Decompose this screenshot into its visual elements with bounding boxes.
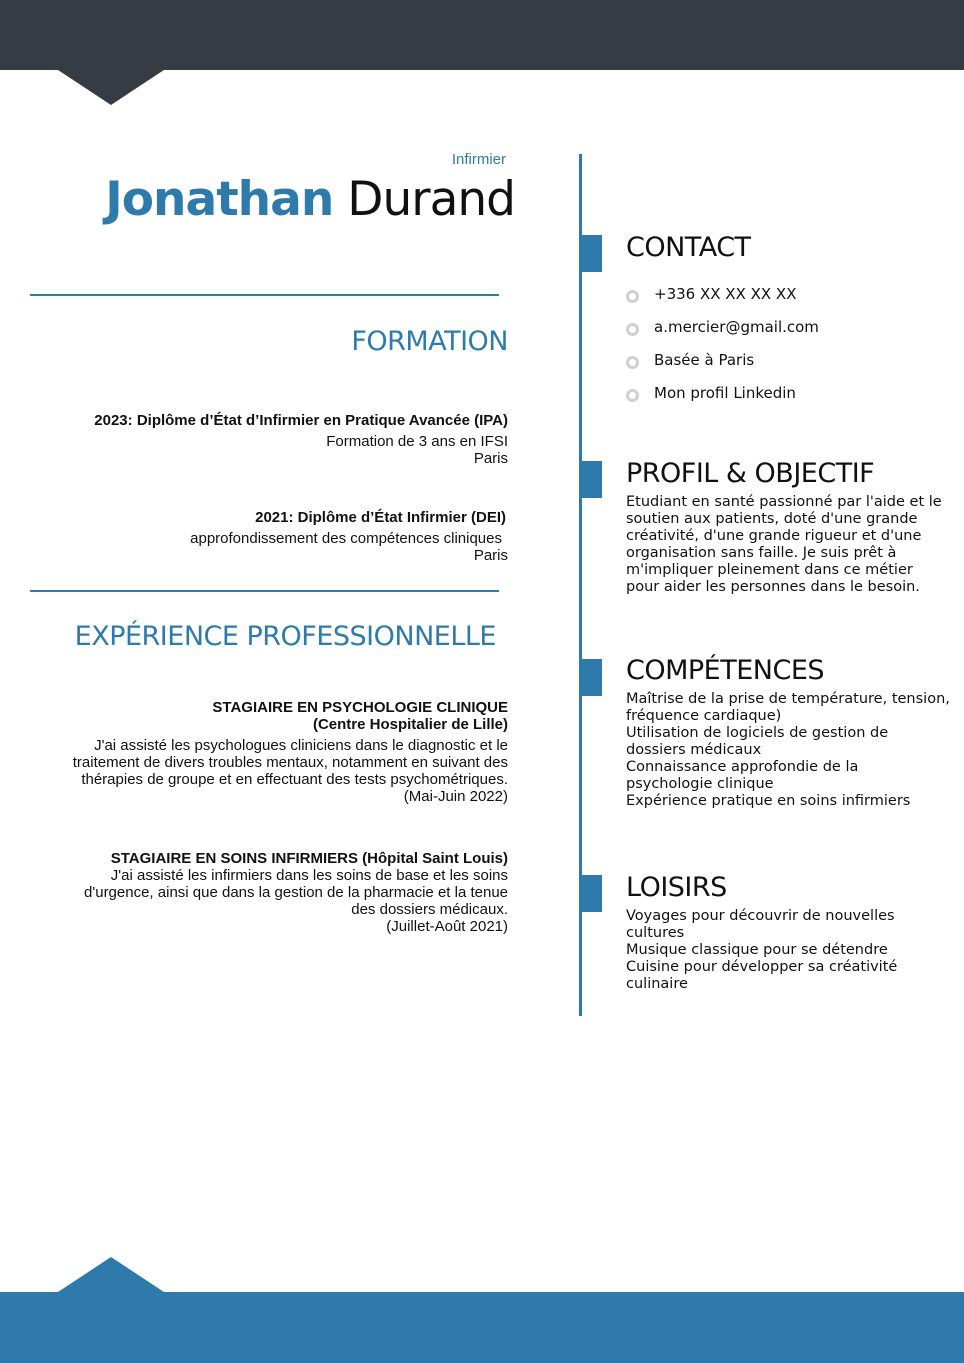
bullet-icon [626,389,639,402]
formation-item-title: 2023: Diplôme d’État d’Infirmier en Pratique Avancée (IPA) [94,412,508,429]
skills-text [626,691,950,810]
skills-line: Utilisation de logiciels de gestion de [626,725,889,741]
formation-heading: FORMATION [351,326,508,357]
bottom-banner [0,1292,964,1363]
skills-line: psychologie clinique [626,776,774,792]
experience-item-line: d'urgence, ainsi que dans la gestion de la pharmacie et la tenue [84,884,508,901]
hobbies-text [626,908,946,993]
hobbies-line: culinaire [626,976,688,992]
experience-item-title: STAGIAIRE EN SOINS INFIRMIERS (Hôpital Saint Louis) [110,850,508,867]
profile-text [626,494,946,596]
experience-item-dates: (Mai-Juin 2022) [403,788,508,805]
experience-item [8,699,508,805]
skills-line: Expérience pratique en soins infirmiers [626,793,911,809]
experience-item-line: traitement de divers troubles mentaux, notamment en suivant des [72,754,508,771]
experience-item [8,850,508,935]
formation-item [8,412,508,467]
contact-heading: CONTACT [626,232,751,263]
hobbies-marker [582,875,602,912]
profile-marker [582,461,602,498]
formation-item [8,509,508,564]
contact-linkedin[interactable] [626,384,796,402]
last-name: Durand [347,172,515,227]
hobbies-line: Voyages pour découvrir de nouvelles [626,908,895,924]
phone-text: +336 XX XX XX XX [654,285,797,303]
profile-line: m'impliquer pleinement dans ce métier [626,562,913,578]
profile-line: Etudiant en santé passionné par l'aide et le [626,494,942,510]
skills-heading: COMPÉTENCES [626,655,825,686]
hobbies-line: Cuisine pour développer sa créativité [626,959,898,975]
formation-item-detail: approfondissement des compétences cliniques [190,530,502,547]
experience-item-title: STAGIAIRE EN PSYCHOLOGIE CLINIQUE [212,699,508,716]
formation-item-location: Paris [473,547,508,564]
location-text: Basée à Paris [654,351,755,369]
top-banner-notch [58,70,164,105]
formation-item-detail: Formation de 3 ans en IFSI [326,433,508,450]
formation-item-title: 2021: Diplôme d’État Infirmier (DEI) [255,509,506,526]
section-divider [30,294,499,296]
bottom-banner-notch [58,1257,164,1292]
skills-line: dossiers médicaux [626,742,762,758]
bullet-icon [626,356,639,369]
experience-item-line: J'ai assisté les infirmiers dans les soins de base et les soins [110,867,508,884]
skills-marker [582,659,602,696]
hobbies-heading: LOISIRS [626,872,727,903]
hobbies-line: cultures [626,925,685,941]
experience-heading: EXPÉRIENCE PROFESSIONNELLE [74,621,496,652]
experience-item-employer: (Centre Hospitalier de Lille) [312,716,508,733]
profile-line: organisation sans faille. Je suis prêt à [626,545,897,561]
profile-line: soutien aux patients, doté d'une grande [626,511,918,527]
contact-marker [582,235,602,272]
bullet-icon [626,323,639,336]
contact-location [626,351,754,369]
contact-phone [626,285,796,303]
bullet-icon [626,290,639,303]
skills-line: Connaissance approfondie de la [626,759,859,775]
email-text: a.mercier@gmail.com [654,318,819,336]
profile-line: créativité, d'une grande rigueur et d'une [626,528,922,544]
profile-heading: PROFIL & OBJECTIF [626,458,875,489]
experience-item-line: J'ai assisté les psychologues cliniciens dans le diagnostic et le [94,737,508,754]
formation-item-location: Paris [473,450,508,467]
experience-item-line: thérapies de groupe et en effectuant des tests psychométriques. [81,771,508,788]
linkedin-text: Mon profil Linkedin [654,384,796,402]
contact-email[interactable] [626,318,819,336]
job-title: Infirmier [451,151,506,168]
first-name: Jonathan [105,172,334,227]
section-divider [30,590,499,592]
hobbies-line: Musique classique pour se détendre [626,942,888,958]
experience-item-line: des dossiers médicaux. [351,901,508,918]
skills-line: Maîtrise de la prise de température, tension, [626,691,950,707]
profile-line: pour aider les personnes dans le besoin. [626,579,920,595]
experience-item-dates: (Juillet-Août 2021) [386,918,508,935]
top-banner [0,0,964,70]
skills-line: fréquence cardiaque) [626,708,782,724]
candidate-name [105,172,515,227]
